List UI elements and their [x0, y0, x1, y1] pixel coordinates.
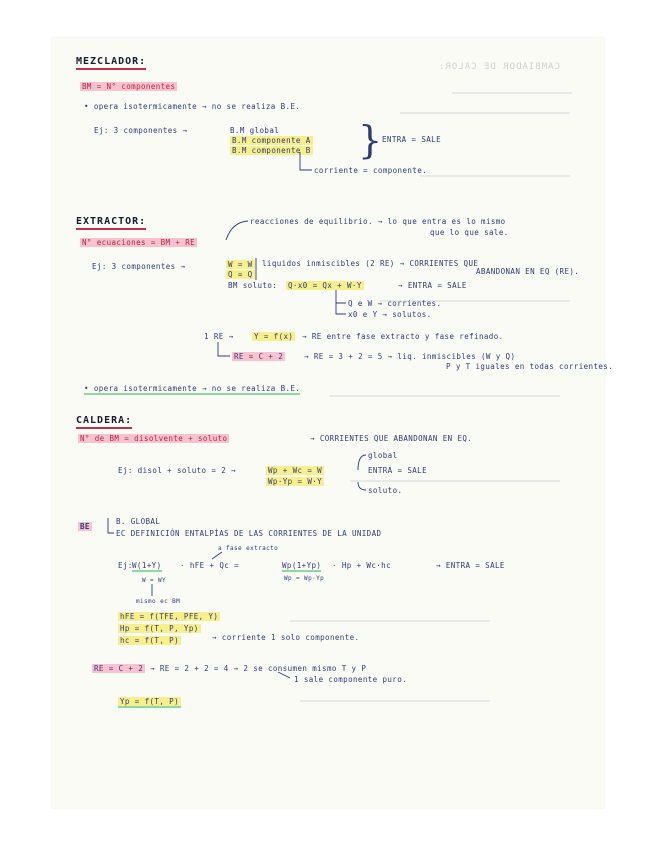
extractor-re-count-text: → RE = 3 + 2 = 5 → liq. inmiscibles (W y Q) [304, 352, 516, 361]
hook-arrow-mezclador [300, 152, 312, 170]
caldera-ej-be-lhs: W(1+Y) [132, 561, 162, 570]
caldera-h3-text: → corriente 1 solo componente. [212, 633, 360, 642]
mezclador-ej-label: Ej: 3 componentes → [94, 126, 188, 135]
extractor-xoy: x0 e Y → solutos. [348, 310, 432, 319]
caldera-sub-right: Wp = Wp·Yp [284, 575, 325, 582]
hook-arrow-re [218, 342, 230, 356]
arrow-fase-extracto [212, 552, 222, 559]
section-title-mezclador: MEZCLADOR: [76, 56, 146, 70]
mezclador-opera: • opera isotermicamente → no se realiza B.E. [84, 102, 301, 111]
curve-arrow-global [358, 455, 366, 470]
caldera-global: global [368, 451, 398, 460]
extractor-opera: • opera isotermicamente → no se realiza B.E. [84, 384, 301, 393]
curve-arrow-reacciones [226, 221, 248, 240]
extractor-note-top2: que lo que sale. [430, 228, 509, 237]
extractor-note-top1: reacciones de equilibrio. → lo que entra es lo mismo [250, 217, 506, 226]
extractor-liquidos: liquidos inmiscibles (2 RE) → CORRIENTES QUE [262, 259, 479, 268]
caldera-fase-note: a fase extracto [218, 545, 279, 552]
caldera-h3: hc = f(T, P) [120, 636, 179, 645]
caldera-eq1: Wp + Wc = W [268, 466, 323, 475]
caldera-ej-be-rhs: Wp(1+Yp) [282, 561, 322, 570]
extractor-re-count: RE = C + 2 [234, 352, 284, 361]
caldera-re-line-text: → RE = 2 + 2 = 4 → 2 se consumen mismo T y P [150, 664, 367, 673]
caldera-ej-be-entra: → ENTRA = SALE [436, 561, 505, 570]
caldera-ej-be-mid: · hFE + Qc = [180, 561, 239, 570]
ghost-header: CAMBIADOR DE CALOR: [438, 62, 560, 72]
extractor-ecuaciones: N° ecuaciones = BM + RE [82, 238, 196, 247]
caldera-sub-note: mismo ec BM [136, 598, 181, 605]
caldera-be-item2: EC DEFINICIÓN ENTALPÍAS DE LAS CORRIENTES DE LA UNIDAD [116, 529, 382, 538]
mezclador-corriente: corriente = componente. [314, 166, 428, 175]
extractor-entra: → ENTRA = SALE [398, 281, 467, 290]
extractor-qw: Q e W → corrientes. [348, 299, 442, 308]
caldera-re-line: RE = C + 2 [94, 664, 144, 673]
extractor-w-line: W = W [228, 260, 253, 269]
extractor-re1: 1 RE → [204, 332, 234, 341]
bracket-arrow-be [108, 518, 114, 533]
extractor-bm-soluto-label: BM soluto: [228, 281, 278, 290]
caldera-bm: N° de BM = disolvente + soluto [80, 434, 228, 443]
caldera-eq2: Wp·Yp = W·Y [268, 477, 323, 486]
caldera-be-item1: B. GLOBAL [116, 517, 161, 526]
extractor-bm-soluto-eq: Q·x0 = Qx + W·Y [288, 281, 362, 290]
mezclador-bm: BM = N° componentes [82, 82, 176, 91]
caldera-re-line-text2: 1 sale componente puro. [294, 675, 408, 684]
caldera-ej-label: Ej: disol + soluto = 2 → [118, 466, 236, 475]
caldera-h2: Hp = f(T, P, Yp) [120, 624, 199, 633]
section-title-caldera: CALDERA: [76, 415, 132, 429]
extractor-re1-eq: Y = f(x) [254, 332, 294, 341]
caldera-entra: ENTRA = SALE [368, 466, 427, 475]
caldera-bm-text: → CORRIENTES QUE ABANDONAN EN EQ. [310, 434, 473, 443]
caldera-be-label: BE [80, 522, 90, 531]
extractor-pt-text: P y T iguales en todas corrientes. [446, 362, 614, 371]
brace-icon: } [358, 118, 383, 162]
extractor-ej-label: Ej: 3 componentes → [92, 262, 186, 271]
caldera-h1: hFE = f(TFE, PFE, Y) [120, 612, 219, 621]
caldera-soluto: soluto. [368, 486, 403, 495]
arrow-re-line [278, 672, 290, 678]
extractor-abandonan: ABANDONAN EN EQ (RE). [476, 267, 580, 276]
caldera-ej-be-rest: · Hp + Wc·hc [332, 561, 391, 570]
bracket-arrow-xoy [336, 303, 346, 314]
mezclador-item-a: B.M componente A [232, 136, 311, 145]
bracket-arrow-qw [336, 290, 346, 303]
mezclador-item-b: B.M componente B [232, 146, 311, 155]
extractor-q-line: Q = Q [228, 270, 253, 279]
extractor-re1-text: → RE entre fase extracto y fase refinado. [302, 332, 504, 341]
curve-arrow-soluto [358, 482, 366, 490]
caldera-yp: Yp = f(T, P) [120, 697, 179, 706]
mezclador-result: ENTRA = SALE [382, 135, 441, 144]
caldera-sub-left: W = WY [142, 577, 167, 584]
caldera-ej-be-label: Ej: [118, 561, 133, 570]
section-title-extractor: EXTRACTOR: [76, 216, 146, 230]
mezclador-item-global: B.M global [230, 126, 280, 135]
